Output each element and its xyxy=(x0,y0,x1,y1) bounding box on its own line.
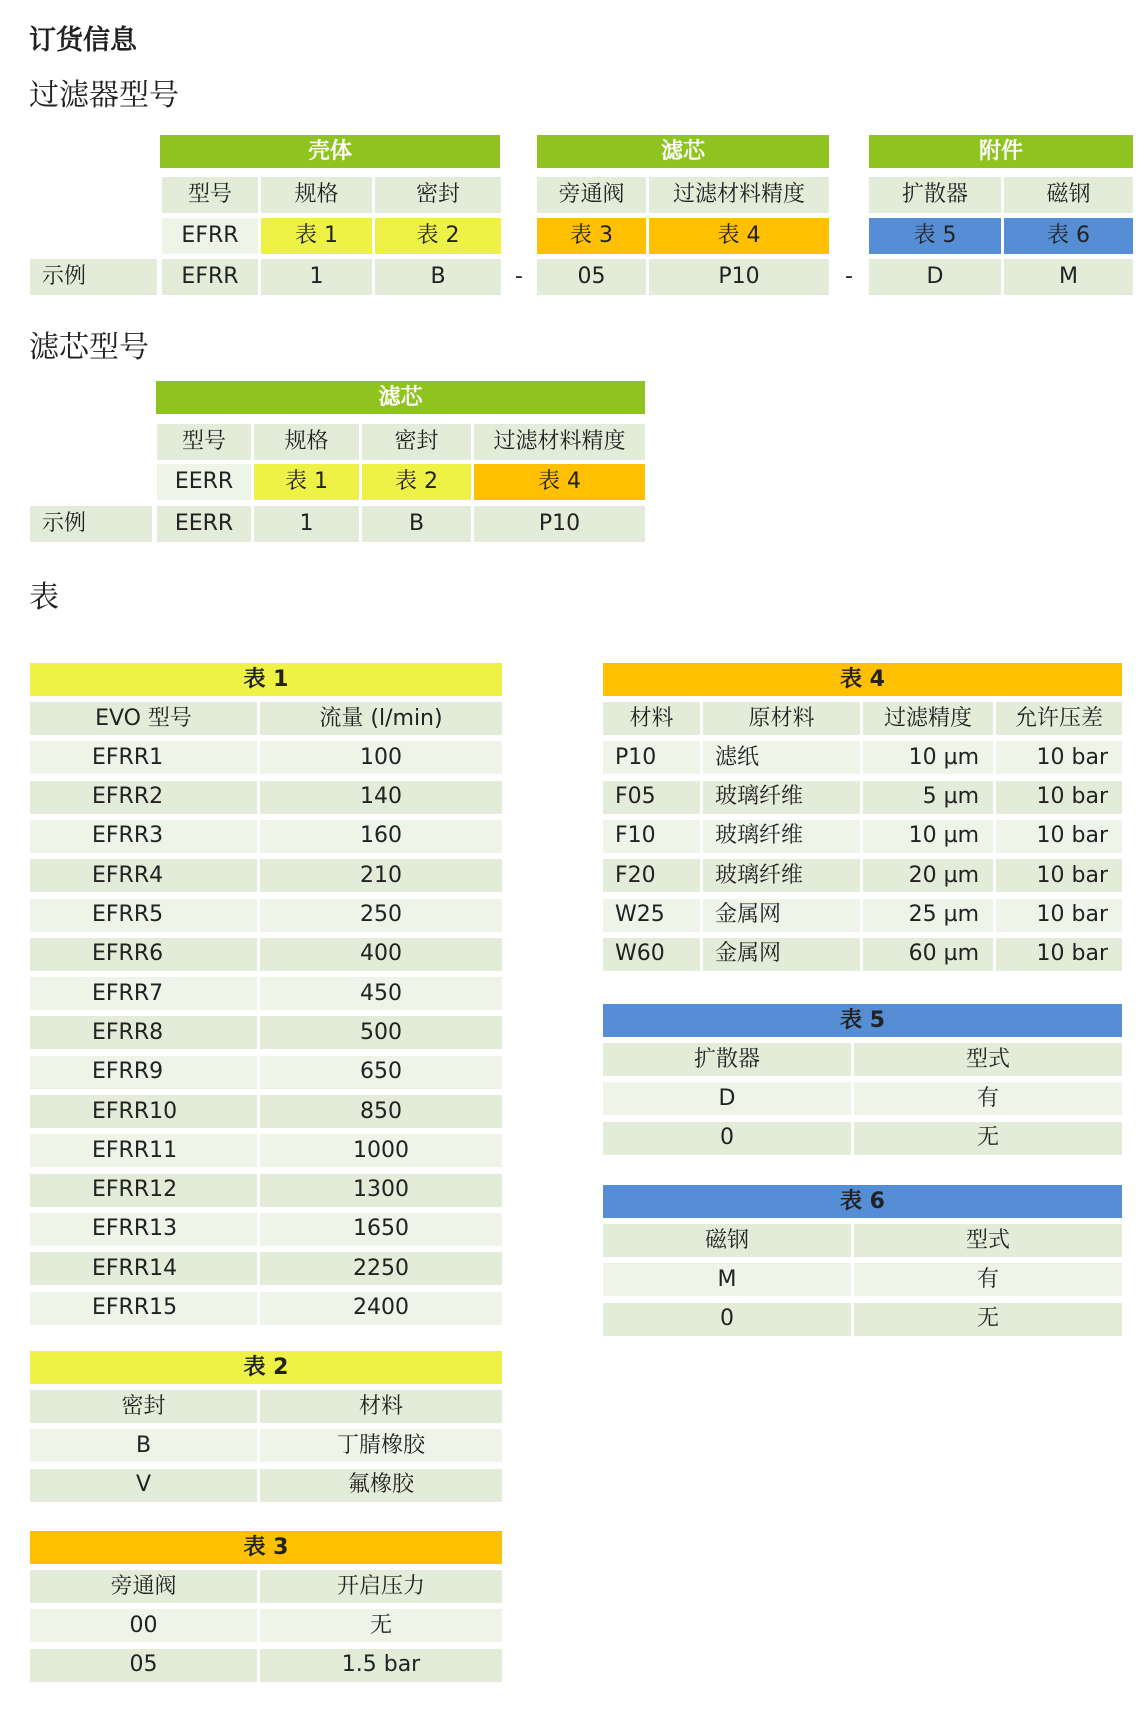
table1-cell: 100 xyxy=(260,741,502,774)
table1-cell: 500 xyxy=(260,1016,502,1049)
table1-cell: 1650 xyxy=(260,1213,502,1246)
table1-cell: 650 xyxy=(260,1056,502,1089)
example-seal: B xyxy=(362,506,471,542)
table1-cell: 1300 xyxy=(260,1174,502,1207)
example-size: 1 xyxy=(254,506,359,542)
table1-cell: EFRR7 xyxy=(30,977,257,1010)
example-label: 示例 xyxy=(30,259,157,295)
table3-header-0: 旁通阀 xyxy=(30,1570,257,1603)
header-seal: 密封 xyxy=(375,177,501,213)
table1-cell: 2400 xyxy=(260,1292,502,1325)
table2-cell: V xyxy=(30,1469,257,1502)
table1-cell: EFRR9 xyxy=(30,1056,257,1089)
table4-cell: 10 bar xyxy=(996,938,1122,971)
table1-cell: EFRR15 xyxy=(30,1292,257,1325)
table5-cell: D xyxy=(603,1082,851,1115)
table1-cell: EFRR5 xyxy=(30,899,257,932)
code-table1: 表 1 xyxy=(254,464,359,500)
table1-cell: 450 xyxy=(260,977,502,1010)
table1-cell: EFRR12 xyxy=(30,1174,257,1207)
table5-cell: 有 xyxy=(854,1082,1122,1115)
code-table1: 表 1 xyxy=(261,218,372,254)
table6-cell: 有 xyxy=(854,1263,1122,1296)
header-media: 过滤材料精度 xyxy=(474,424,645,460)
example-bypass: 05 xyxy=(537,259,646,295)
table4-cell: W60 xyxy=(603,938,700,971)
table1-cell: EFRR2 xyxy=(30,781,257,814)
table4-cell: 10 µm xyxy=(863,741,993,774)
group-housing: 壳体 xyxy=(160,135,500,168)
example-model: EFRR xyxy=(162,259,258,295)
table5-title: 表 5 xyxy=(603,1004,1122,1037)
group-accessory: 附件 xyxy=(869,135,1133,168)
table4-cell: 10 bar xyxy=(996,820,1122,853)
table1-cell: EFRR6 xyxy=(30,938,257,971)
separator: - xyxy=(845,264,853,289)
table1-cell: EFRR14 xyxy=(30,1252,257,1285)
table3-cell: 05 xyxy=(30,1649,257,1682)
table4-cell: 20 µm xyxy=(863,859,993,892)
table5-cell: 0 xyxy=(603,1122,851,1155)
header-size: 规格 xyxy=(254,424,359,460)
table4-cell: 5 µm xyxy=(863,781,993,814)
table4-cell: F20 xyxy=(603,859,700,892)
table5-header-0: 扩散器 xyxy=(603,1043,851,1076)
table1-cell: EFRR1 xyxy=(30,741,257,774)
element-model-title: 滤芯型号 xyxy=(29,330,149,365)
code-table5: 表 5 xyxy=(869,218,1001,254)
table1-cell: 210 xyxy=(260,859,502,892)
table6-header-0: 磁钢 xyxy=(603,1224,851,1257)
code-table2: 表 2 xyxy=(375,218,501,254)
code-table4: 表 4 xyxy=(474,464,645,500)
table5-cell: 无 xyxy=(854,1122,1122,1155)
element-group: 滤芯 xyxy=(156,381,645,414)
filter-model-title: 过滤器型号 xyxy=(29,78,179,113)
table4-header-2: 过滤精度 xyxy=(863,702,993,735)
table4-cell: 滤纸 xyxy=(703,741,860,774)
page-title: 订货信息 xyxy=(29,25,137,56)
table1-cell: 1000 xyxy=(260,1134,502,1167)
table1-cell: 250 xyxy=(260,899,502,932)
example-label: 示例 xyxy=(30,506,152,542)
table6-header-1: 型式 xyxy=(854,1224,1122,1257)
table4-cell: P10 xyxy=(603,741,700,774)
code-table3: 表 3 xyxy=(537,218,646,254)
table4-cell: F10 xyxy=(603,820,700,853)
table1-cell: 160 xyxy=(260,820,502,853)
table1-cell: EFRR3 xyxy=(30,820,257,853)
table1-header-0: EVO 型号 xyxy=(30,702,257,735)
table3-title: 表 3 xyxy=(30,1531,502,1564)
table4-cell: 玻璃纤维 xyxy=(703,859,860,892)
header-model: 型号 xyxy=(162,177,258,213)
example-seal: B xyxy=(375,259,501,295)
table3-cell: 1.5 bar xyxy=(260,1649,502,1682)
table6-cell: 无 xyxy=(854,1303,1122,1336)
table3-cell: 00 xyxy=(30,1609,257,1642)
code-model: EERR xyxy=(157,464,251,500)
table4-header-3: 允许压差 xyxy=(996,702,1122,735)
table1-title: 表 1 xyxy=(30,663,502,696)
table4-cell: 10 bar xyxy=(996,899,1122,932)
table4-cell: 10 bar xyxy=(996,859,1122,892)
table6-cell: 0 xyxy=(603,1303,851,1336)
table5-header-1: 型式 xyxy=(854,1043,1122,1076)
table4-title: 表 4 xyxy=(603,663,1122,696)
header-size: 规格 xyxy=(261,177,372,213)
table4-cell: 10 bar xyxy=(996,781,1122,814)
example-magnet: M xyxy=(1004,259,1133,295)
table4-cell: F05 xyxy=(603,781,700,814)
table2-header-1: 材料 xyxy=(260,1390,502,1423)
header-diffuser: 扩散器 xyxy=(869,177,1001,213)
example-size: 1 xyxy=(261,259,372,295)
table4-cell: 10 bar xyxy=(996,741,1122,774)
table2-cell: 丁腈橡胶 xyxy=(260,1429,502,1462)
code-table2: 表 2 xyxy=(362,464,471,500)
table1-cell: 850 xyxy=(260,1095,502,1128)
example-diffuser: D xyxy=(869,259,1001,295)
table4-cell: 25 µm xyxy=(863,899,993,932)
tables-title: 表 xyxy=(29,580,59,615)
table1-cell: 400 xyxy=(260,938,502,971)
table4-header-0: 材料 xyxy=(603,702,700,735)
table2-cell: B xyxy=(30,1429,257,1462)
code-table4: 表 4 xyxy=(649,218,829,254)
table1-cell: EFRR10 xyxy=(30,1095,257,1128)
table1-cell: EFRR11 xyxy=(30,1134,257,1167)
example-media: P10 xyxy=(649,259,829,295)
table4-header-1: 原材料 xyxy=(703,702,860,735)
table1-cell: 140 xyxy=(260,781,502,814)
table4-cell: 金属网 xyxy=(703,938,860,971)
header-bypass: 旁通阀 xyxy=(537,177,646,213)
code-table6: 表 6 xyxy=(1004,218,1133,254)
table4-cell: 60 µm xyxy=(863,938,993,971)
table1-cell: EFRR4 xyxy=(30,859,257,892)
group-element: 滤芯 xyxy=(537,135,829,168)
table4-cell: W25 xyxy=(603,899,700,932)
table4-cell: 玻璃纤维 xyxy=(703,820,860,853)
header-seal: 密封 xyxy=(362,424,471,460)
table2-header-0: 密封 xyxy=(30,1390,257,1423)
table1-cell: 2250 xyxy=(260,1252,502,1285)
header-magnet: 磁钢 xyxy=(1004,177,1133,213)
example-model: EERR xyxy=(157,506,251,542)
table2-cell: 氟橡胶 xyxy=(260,1469,502,1502)
example-media: P10 xyxy=(474,506,645,542)
table3-header-1: 开启压力 xyxy=(260,1570,502,1603)
table2-title: 表 2 xyxy=(30,1351,502,1384)
separator: - xyxy=(515,264,523,289)
code-model: EFRR xyxy=(162,218,258,254)
table1-header-1: 流量 (l/min) xyxy=(260,702,502,735)
table6-cell: M xyxy=(603,1263,851,1296)
table1-cell: EFRR13 xyxy=(30,1213,257,1246)
header-media: 过滤材料精度 xyxy=(649,177,829,213)
table3-cell: 无 xyxy=(260,1609,502,1642)
table4-cell: 金属网 xyxy=(703,899,860,932)
table6-title: 表 6 xyxy=(603,1185,1122,1218)
table1-cell: EFRR8 xyxy=(30,1016,257,1049)
table4-cell: 玻璃纤维 xyxy=(703,781,860,814)
header-model: 型号 xyxy=(157,424,251,460)
table4-cell: 10 µm xyxy=(863,820,993,853)
